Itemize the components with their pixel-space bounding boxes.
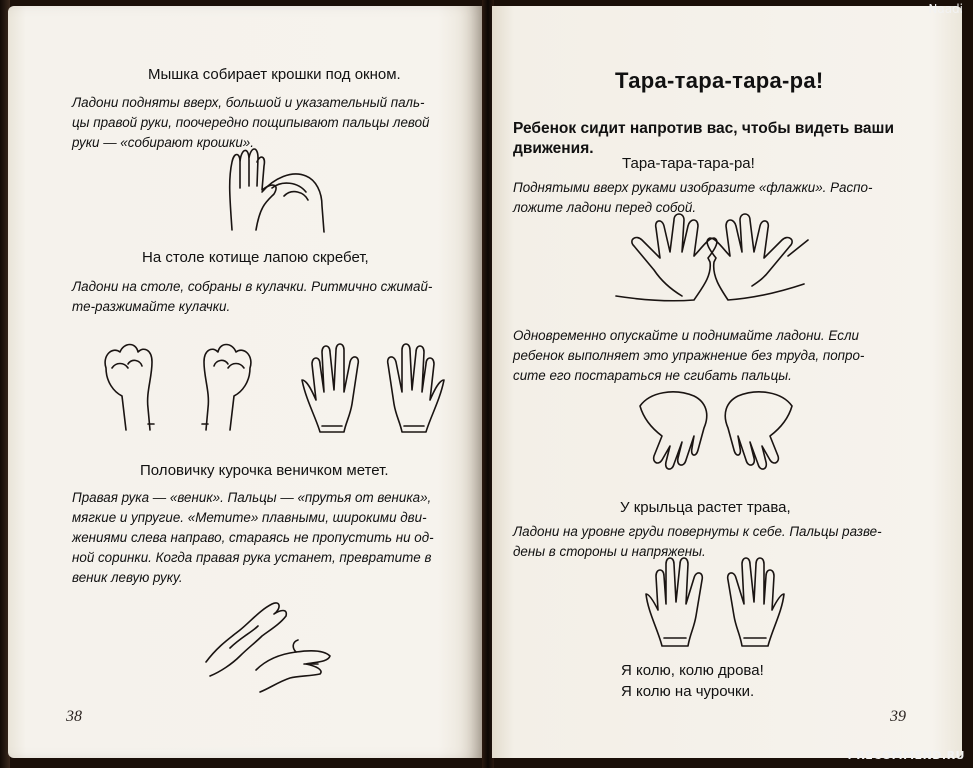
right-subheading-2: У крыльца растет трава,: [620, 499, 791, 516]
text-line: Ладони на столе, собраны в кулачки. Ритмично сжимай-: [72, 279, 433, 294]
right-subheading-1: Тара-тара-тара-ра!: [622, 155, 755, 172]
pinching-hands-illustration: [222, 140, 332, 235]
flag-hands-illustration: [612, 212, 808, 308]
left-heading-2: На столе котище лапою скребет,: [142, 249, 369, 266]
left-paragraph-3: [72, 488, 482, 588]
text-line: те-разжимайте кулачки.: [72, 299, 231, 314]
text-line: Одновременно опускайте и поднимайте ладони. Если: [513, 328, 859, 343]
text-line: Ладони на уровне груди повернуты к себе. Пальцы разве-: [513, 524, 882, 539]
text-line: Ладони подняты вверх, большой и указательный паль-: [72, 95, 425, 110]
text-line: Правая рука — «веник». Пальцы — «прутья от веника»,: [72, 490, 432, 505]
text-line: ребенок выполняет это упражнение без труда, попро-: [513, 348, 865, 363]
right-page-number: 39: [890, 708, 906, 725]
right-page-title: Тара-тара-тара-ра!: [615, 68, 824, 93]
text-line: мягкие и упругие. «Метите» плавными, широкими дви-: [72, 510, 427, 525]
text-line: жениями слева направо, стараясь не пропустить ни од-: [72, 530, 434, 545]
verse-line: Я колю, колю дрова!: [621, 662, 764, 679]
text-line: движения.: [513, 140, 594, 157]
verse-line: Я колю на чурочки.: [621, 683, 755, 700]
grass-hands-illustration: [640, 556, 790, 648]
fists-illustration: [100, 338, 260, 434]
text-line: Поднятыми вверх руками изобразите «флажки». Распо-: [513, 180, 873, 195]
text-line: сите его постараться не сгибать пальцы.: [513, 368, 792, 383]
text-line: веник левую руку.: [72, 570, 183, 585]
sweeping-hands-illustration: [200, 596, 335, 694]
watermark-author: Naadi: [928, 2, 963, 16]
left-page-number: 38: [66, 708, 82, 725]
open-palms-illustration: [298, 340, 448, 435]
left-heading-1: Мышка собирает крошки под окном.: [148, 66, 401, 83]
right-verse: [621, 660, 764, 702]
text-line: цы правой руки, поочередно пощипывают пальцы левой: [72, 115, 430, 130]
lowered-hands-illustration: [634, 386, 798, 476]
watermark-recommend: i RECOMMEND.RU: [847, 749, 965, 762]
left-paragraph-2: [72, 277, 472, 317]
text-line: дены в стороны и напряжены.: [513, 544, 706, 559]
left-heading-3: Половичку курочка веничком метет.: [140, 462, 389, 479]
right-paragraph-2: [513, 326, 933, 386]
right-intro: [513, 119, 933, 159]
text-line: Ребенок сидит напротив вас, чтобы видеть ваши: [513, 120, 894, 137]
text-line: руки — «собирают крошки».: [72, 135, 254, 150]
text-line: ной соринки. Когда правая рука устанет, превратите в: [72, 550, 432, 565]
text-line: ложите ладони перед собой.: [513, 200, 697, 215]
